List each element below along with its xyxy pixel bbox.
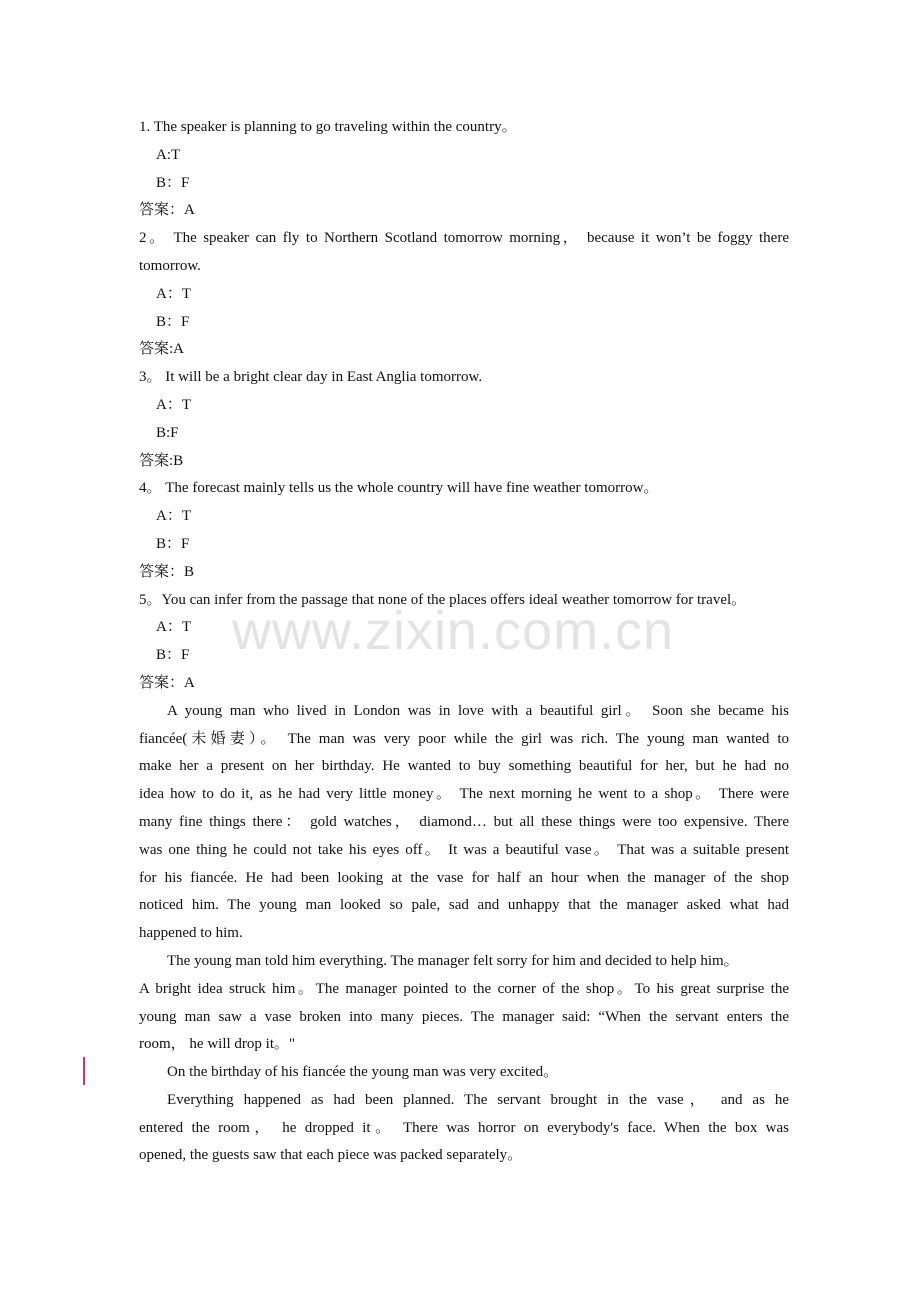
- revision-bar: [83, 1057, 85, 1085]
- watermark: www.zixin.com.cn: [232, 601, 675, 661]
- passage-line: opened, the guests saw that each piece was packed separately。: [139, 1147, 523, 1164]
- answer-4: 答案：B: [139, 563, 195, 580]
- question-4: 4。 The forecast mainly tells us the whole country will have fine weather tomorrow。: [139, 480, 659, 497]
- passage-line: A bright idea struck him。The manager pointed to the corner of the shop。To his great surprise the: [139, 980, 789, 997]
- option-a: A：T: [156, 619, 191, 636]
- question-1: 1. The speaker is planning to go traveling within the country。: [139, 119, 517, 135]
- passage-line: make her a present on her birthday. He wanted to buy something beautiful for her, but he had no: [139, 758, 789, 775]
- passage-line: happened to him.: [139, 925, 243, 942]
- option-b: B：F: [156, 647, 190, 664]
- passage-line: entered the room， he dropped it。 There was horror on everybody's face. When the box was: [139, 1119, 789, 1136]
- passage-line: The young man told him everything. The manager felt sorry for him and decided to help him。: [167, 952, 739, 969]
- passage-line: room， he will drop it。": [139, 1036, 296, 1053]
- passage-line: A young man who lived in London was in love with a beautiful girl。 Soon she became his: [167, 702, 789, 719]
- option-a: A：T: [156, 396, 191, 413]
- passage-line: noticed him. The young man looked so pale, sad and unhappy that the manager asked what had: [139, 897, 789, 914]
- option-b: B：F: [156, 535, 190, 552]
- passage-line: many fine things there： gold watches， diamond… but all these things were too expensive. There: [139, 813, 789, 830]
- question-2: 2。 The speaker can fly to Northern Scotland tomorrow morning， because it won’t be foggy there: [139, 230, 789, 247]
- answer-5: 答案：A: [139, 674, 195, 691]
- option-a: A：T: [156, 285, 191, 302]
- question-5: 5。You can infer from the passage that none of the places offers ideal weather tomorrow for travel。: [139, 591, 747, 608]
- answer-1: 答案：A: [139, 202, 195, 219]
- passage-line: was one thing he could not take his eyes off。 It was a beautiful vase。 That was a suitable present: [139, 841, 789, 858]
- document-content: [139, 114, 789, 1170]
- answer-2: 答案:A: [139, 341, 185, 358]
- option-a: A：T: [156, 508, 191, 525]
- option-b: B：F: [156, 313, 190, 330]
- passage-line: fiancée(未婚妻）。 The man was very poor while the girl was rich. The young man wanted to: [139, 730, 789, 747]
- passage-line: On the birthday of his fiancée the young man was very excited。: [167, 1064, 559, 1081]
- passage-line: for his fiancée. He had been looking at the vase for half an hour when the manager of the shop: [139, 869, 789, 886]
- answer-3: 答案:B: [139, 452, 184, 469]
- passage-line: Everything happened as had been planned. The servant brought in the vase， and as he: [167, 1091, 789, 1108]
- question-3: 3。 It will be a bright clear day in East Anglia tomorrow.: [139, 369, 483, 386]
- option-a: A:T: [156, 146, 181, 163]
- passage-line: idea how to do it, as he had very little money。 The next morning he went to a shop。 There were: [139, 786, 789, 803]
- question-2-cont: tomorrow.: [139, 257, 201, 274]
- option-b: B：F: [156, 174, 190, 191]
- option-b: B:F: [156, 424, 179, 441]
- passage-line: young man saw a vase broken into many pieces. The manager said: “When the servant enters the: [139, 1008, 789, 1025]
